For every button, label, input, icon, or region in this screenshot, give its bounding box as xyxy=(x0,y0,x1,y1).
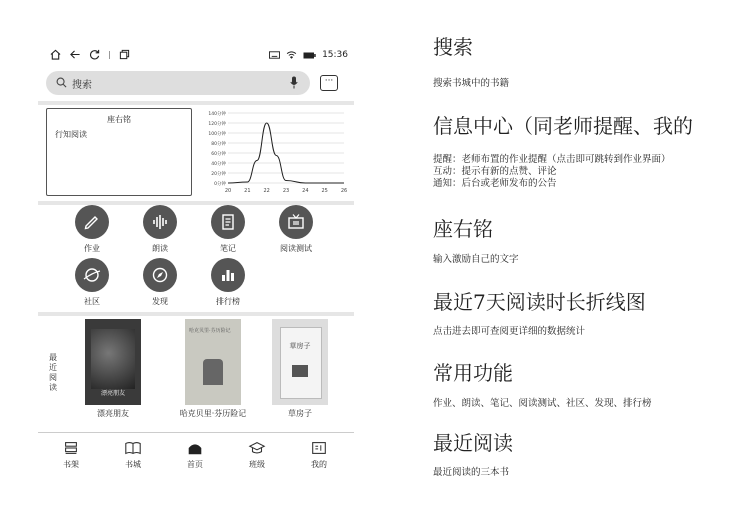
notes-icon xyxy=(211,205,245,239)
annotation-info-line: 通知：后台或老师发布的公告 xyxy=(433,178,557,189)
annotation-func-title: 常用功能 xyxy=(433,361,513,385)
tab-label: 我的 xyxy=(311,460,327,469)
function-tv-test-button[interactable] xyxy=(266,205,326,254)
x-tick-label: 24 xyxy=(302,188,309,194)
annotation-search-desc: 搜索书城中的书籍 xyxy=(433,78,510,89)
soundwave-icon xyxy=(143,205,177,239)
recent-reading xyxy=(38,317,354,429)
compass-icon xyxy=(143,258,177,292)
reading-time-chart[interactable] xyxy=(198,107,348,199)
recent-book[interactable] xyxy=(168,319,258,419)
function-label: 作业 xyxy=(84,244,100,253)
recent-reading-label: 最 近 阅 读 xyxy=(49,353,57,392)
tab-bookshelf[interactable] xyxy=(46,439,96,470)
bar-chart-icon xyxy=(211,258,245,292)
x-tick-label: 25 xyxy=(321,188,328,194)
book-cover-title: 漂亮朋友 xyxy=(100,390,125,397)
tab-profile[interactable] xyxy=(294,439,344,470)
divider xyxy=(38,101,354,105)
y-tick-label: 40分钟 xyxy=(211,162,226,167)
phone-screen xyxy=(38,45,354,473)
tv-test-icon xyxy=(279,205,313,239)
function-label: 社区 xyxy=(84,297,100,306)
book-cover xyxy=(272,319,328,405)
x-tick-label: 21 xyxy=(244,188,251,194)
y-tick-label: 100分钟 xyxy=(208,132,226,137)
class-icon xyxy=(232,439,282,457)
function-soundwave-button[interactable] xyxy=(130,205,190,254)
annotation-recent-title: 最近阅读 xyxy=(433,431,513,455)
function-label: 笔记 xyxy=(220,244,236,253)
tab-label: 班级 xyxy=(249,460,265,469)
book-title: 哈克贝里·芬历险记 xyxy=(179,409,247,418)
status-time: 15:36 xyxy=(322,50,348,60)
profile-icon xyxy=(294,439,344,457)
home-icon xyxy=(170,439,220,457)
annotation-recent-desc: 最近阅读的三本书 xyxy=(433,467,510,478)
multiwindow-icon[interactable] xyxy=(119,49,130,60)
y-tick-label: 120分钟 xyxy=(208,122,226,127)
pencil-icon xyxy=(75,205,109,239)
annotation-motto-title: 座右铭 xyxy=(433,217,493,241)
refresh-icon[interactable] xyxy=(89,49,100,60)
function-pencil-button[interactable] xyxy=(62,205,122,254)
book-title: 草房子 xyxy=(288,409,312,418)
chat-bubble-icon: ··· xyxy=(324,76,334,86)
tab-class[interactable] xyxy=(232,439,282,470)
message-center-button[interactable] xyxy=(320,75,338,91)
motto-content: 行知阅读 xyxy=(55,130,87,139)
search-bar[interactable] xyxy=(46,71,310,95)
book-cover xyxy=(85,319,141,405)
keyboard-icon xyxy=(269,51,280,59)
tab-home[interactable] xyxy=(170,439,220,470)
y-tick-label: 60分钟 xyxy=(211,152,226,157)
y-tick-label: 80分钟 xyxy=(211,142,226,147)
x-tick-label: 20 xyxy=(224,188,232,194)
common-functions xyxy=(38,203,354,313)
function-label: 排行榜 xyxy=(216,297,240,306)
book-cover-title: 哈克贝里·芬历险记 xyxy=(189,328,231,334)
annotation-motto-desc: 输入激励自己的文字 xyxy=(433,254,519,265)
function-notes-button[interactable] xyxy=(198,205,258,254)
x-tick-label: 26 xyxy=(340,188,348,194)
divider xyxy=(38,312,354,316)
tab-label: 首页 xyxy=(187,460,203,469)
annotation-info-line: 提醒：老师布置的作业提醒（点击即可跳转到作业界面） xyxy=(433,154,671,165)
annotation-info-line: 互动：提示有新的点赞、评论 xyxy=(433,166,557,177)
tab-book[interactable] xyxy=(108,439,158,470)
function-bar-chart-button[interactable] xyxy=(198,258,258,307)
bottom-tab-bar xyxy=(38,432,354,473)
annotation-chart-desc: 点击进去即可查阅更详细的数据统计 xyxy=(433,326,586,337)
planet-icon xyxy=(75,258,109,292)
book-cover xyxy=(185,319,241,405)
book-cover-title: 草房子 xyxy=(289,342,311,350)
home-icon[interactable] xyxy=(50,49,61,60)
wifi-icon xyxy=(286,51,297,59)
motto-title: 座右铭 xyxy=(107,115,131,124)
function-label: 阅读测试 xyxy=(280,244,312,253)
function-planet-button[interactable] xyxy=(62,258,122,307)
book-title: 漂亮朋友 xyxy=(97,409,129,418)
recent-book[interactable] xyxy=(270,319,330,419)
microphone-icon[interactable] xyxy=(290,76,298,89)
status-bar: | 15:36 xyxy=(38,45,354,65)
bookshelf-icon xyxy=(46,439,96,457)
battery-icon xyxy=(303,52,316,59)
x-tick-label: 23 xyxy=(282,188,290,194)
y-tick-label: 0分钟 xyxy=(214,182,226,187)
y-tick-label: 20分钟 xyxy=(211,172,226,177)
x-tick-label: 22 xyxy=(263,188,270,194)
tab-label: 书架 xyxy=(63,460,79,469)
function-label: 发现 xyxy=(152,297,168,306)
annotation-chart-title: 最近7天阅读时长折线图 xyxy=(433,290,646,314)
search-input[interactable]: 搜索 xyxy=(72,80,92,91)
book-icon xyxy=(108,439,158,457)
recent-book[interactable] xyxy=(78,319,148,419)
search-icon xyxy=(56,77,67,88)
tab-label: 书城 xyxy=(125,460,141,469)
back-arrow-icon[interactable] xyxy=(69,49,81,60)
motto-card[interactable] xyxy=(46,108,192,196)
y-tick-label: 140分钟 xyxy=(208,112,226,117)
annotation-info-title: 信息中心（同老师提醒、我的 xyxy=(433,114,693,138)
function-label: 朗读 xyxy=(152,244,168,253)
annotation-search-title: 搜索 xyxy=(433,35,473,59)
annotation-func-desc: 作业、朗读、笔记、阅读测试、社区、发现、排行榜 xyxy=(433,398,652,409)
function-compass-button[interactable] xyxy=(130,258,190,307)
